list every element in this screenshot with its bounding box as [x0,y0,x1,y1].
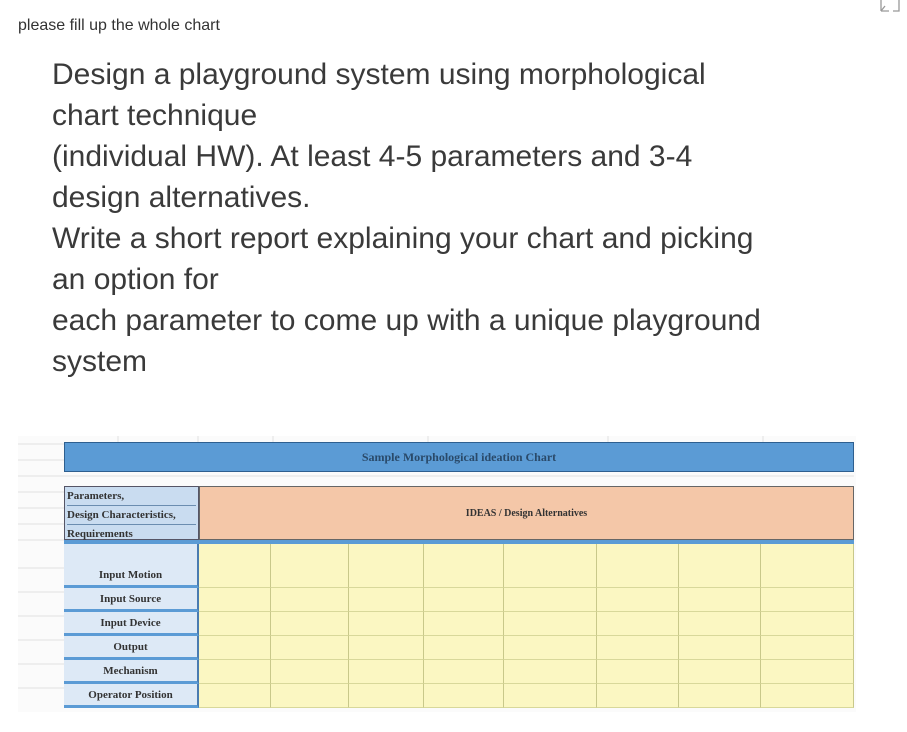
grid-cell [504,636,597,660]
grid-cell [597,660,679,684]
grid-cell [504,660,597,684]
grid-cell [271,588,349,612]
grid-cell [424,564,504,588]
grid-cell [504,612,597,636]
parameter-row [64,564,854,588]
grid-cell [761,636,854,660]
grid-cell [199,636,271,660]
parameters-header [64,486,199,540]
parameter-label: Input Motion [64,564,199,588]
grid-cell [349,612,424,636]
question-line: system [52,345,148,378]
question-line: (individual HW). At least 4-5 parameters and 3-4 [52,140,693,173]
grid-cell [679,564,761,588]
parameter-row [64,684,854,708]
parameter-label: Input Device [64,612,199,636]
expand-icon[interactable] [879,0,901,12]
grid-cell [679,660,761,684]
grid-cell [597,636,679,660]
grid-cell [424,660,504,684]
grid-cell [424,588,504,612]
parameter-row [64,612,854,636]
morphological-chart-image [18,436,856,712]
grid-cell [199,660,271,684]
grid-cell [504,684,597,708]
grid-cell [349,564,424,588]
question-line: chart technique [52,99,258,132]
grid-cell [271,612,349,636]
question-line: each parameter to come up with a unique playground [52,304,761,337]
grid-cell [761,660,854,684]
parameter-row [64,588,854,612]
question-line: an option for [52,263,219,296]
grid-cell [271,684,349,708]
comment-note: please fill up the whole chart [18,17,220,34]
grid-cell [504,564,597,588]
grid-cell [761,612,854,636]
grid-cell [349,588,424,612]
grid-cell [271,636,349,660]
grid-cell [761,564,854,588]
chart-grid [64,544,854,710]
parameter-label: Output [64,636,199,660]
grid-cell [199,564,271,588]
ideas-header: IDEAS / Design Alternatives [199,486,854,540]
grid-cell [597,588,679,612]
header-line: Requirements [67,525,196,544]
grid-cell [349,636,424,660]
grid-cell [199,612,271,636]
grid-cell [349,684,424,708]
parameter-row [64,660,854,684]
grid-cell [679,588,761,612]
grid-cell [504,588,597,612]
question-text [52,54,872,382]
grid-cell [679,612,761,636]
grid-cell [679,636,761,660]
chart-title-bar: Sample Morphological ideation Chart [64,442,854,472]
question-line: Write a short report explaining your chart and picking [52,222,754,255]
grid-cell [597,612,679,636]
parameter-label: Mechanism [64,660,199,684]
grid-cell [597,684,679,708]
grid-cell [271,660,349,684]
grid-cell [349,660,424,684]
grid-cell [679,684,761,708]
question-line: design alternatives. [52,181,311,214]
grid-cell [199,684,271,708]
grid-cell [424,684,504,708]
header-line: Design Characteristics, [67,506,196,525]
grid-cell [271,564,349,588]
parameter-label: Operator Position [64,684,199,708]
grid-cell [761,684,854,708]
grid-cell [761,588,854,612]
header-line: Parameters, [67,487,196,506]
question-line: Design a playground system using morphological [52,58,706,91]
parameter-label: Input Source [64,588,199,612]
parameter-row [64,636,854,660]
grid-cell [424,636,504,660]
grid-cell [424,612,504,636]
grid-cell [199,588,271,612]
grid-cell [597,564,679,588]
